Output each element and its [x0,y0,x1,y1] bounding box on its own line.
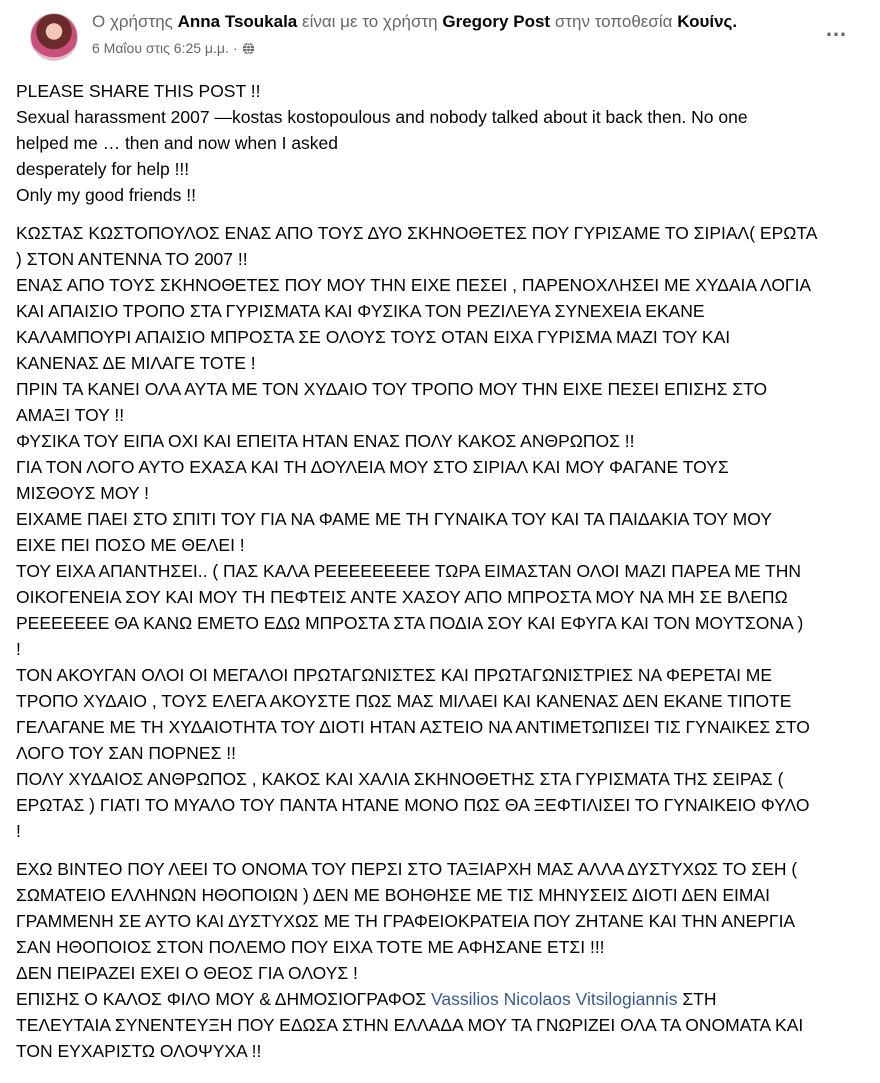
tagged-user[interactable]: Gregory Post [442,12,551,31]
text-line: ΠΡΙΝ ΤΑ ΚΑΝΕΙ ΟΛΑ ΑΥΤΑ ΜΕ ΤΟΝ ΧΥΔΑΙΟ ΤΟΥ ΤΡΟΠΟ ΜΟΥ ΤΗΝ ΕΙΧΕ ΠΕΣΕΙ ΕΠΙΣΗΣ ΣΤΟ [16,379,768,399]
text-line: ΤΟΥ ΕΙΧΑ ΑΠΑΝΤΗΣΕΙ.. ( ΠΑΣ ΚΑΛΑ ΡΕΕΕΕΕΕΕΕΕ ΤΩΡΑ ΕΙΜΑΣΤΑΝ ΟΛΟΙ ΜΑΖΙ ΠΑΡΕΑ ΜΕ ΤΗΝ [16,561,802,581]
text-line: desperately for help !!! [16,159,190,179]
post-body [16,78,864,1076]
text-line: ΓΙΑ ΤΟΝ ΛΟΓΟ ΑΥΤΟ ΕΧΑΣΑ ΚΑΙ ΤΗ ΔΟΥΛΕΙΑ ΜΟΥ ΣΤΟ ΣΙΡΙΑΛ ΚΑΙ ΜΟΥ ΦΑΓΑΝΕ ΤΟΥΣ [16,457,729,477]
text-line: ΦΥΣΙΚΑ ΤΟΥ ΕΙΠΑ ΟΧΙ ΚΑΙ ΕΠΕΙΤΑ ΗΤΑΝ ΕΝΑΣ ΠΟΛΥ ΚΑΚΟΣ ΑΝΘΡΩΠΟΣ !! [16,431,635,451]
text-line: ΤΡΟΠΟ ΧΥΔΑΙΟ , ΤΟΥΣ ΕΛΕΓΑ ΑΚΟΥΣΤΕ ΠΩΣ ΜΑΣ ΜΙΛΑΕΙ ΚΑΙ ΚΑΝΕΝΑΣ ΔΕΝ ΕΚΑΝΕ ΤΙΠΟΤΕ [16,691,792,711]
paragraph-greek-closing [16,856,864,1064]
post-date[interactable]: 6 Μαΐου στις 6:25 μ.μ. [92,40,229,56]
globe-icon[interactable] [242,42,255,55]
text-line: ΚΩΣΤΑΣ ΚΩΣΤΟΠΟΥΛΟΣ ΕΝΑΣ ΑΠΟ ΤΟΥΣ ΔΥΟ ΣΚΗΝΟΘΕΤΕΣ ΠΟΥ ΓΥΡΙΣΑΜΕ ΤΟ ΣΙΡΙΑΛ( ΕΡΩΤΑ [16,223,818,243]
text-line: ΓΕΛΑΓΑΝΕ ΜΕ ΤΗ ΧΥΔΑΙΟΤΗΤΑ ΤΟΥ ΔΙΟΤΙ ΗΤΑΝ ΑΣΤΕΙΟ ΝΑ ΑΝΤΙΜΕΤΩΠΙΣΕΙ ΤΙΣ ΓΥΝΑΙΚΕΣ ΣΤΟ [16,717,810,737]
closing-lines [16,1012,864,1064]
text-line: ΕΧΩ ΒΙΝΤΕΟ ΠΟΥ ΛΕΕΙ ΤΟ ΟΝΟΜΑ ΤΟΥ ΠΕΡΣΙ ΣΤΟ ΤΑΞΙΑΡΧΗ ΜΑΣ ΑΛΛΑ ΔΥΣΤΥΧΩΣ ΤΟ ΣΕΗ ( [16,859,798,879]
text-line: ΡΕΕΕΕΕΕΕ ΘΑ ΚΑΝΩ ΕΜΕΤΟ ΕΔΩ ΜΠΡΟΣΤΑ ΣΤΑ ΠΟΔΙΑ ΣΟΥ ΚΑΙ ΕΦΥΓΑ ΚΑΙ ΤΟΝ ΜΟΥΤΣΟΝΑ ) [16,613,804,633]
text-line: ΟΙΚΟΓΕΝΕΙΑ ΣΟΥ ΚΑΙ ΜΟΥ ΤΗ ΠΕΦΤΕΙΣ ΑΝΤΕ ΧΑΣΟΥ ΑΠΟ ΜΠΡΟΣΤΑ ΜΟΥ ΝΑ ΜΗ ΣΕ ΒΛΕΠΩ [16,587,788,607]
post-meta [92,40,255,56]
text-line: ! [16,639,21,659]
text-line: ΔΕΝ ΠΕΙΡΑΖΕΙ ΕΧΕΙ Ο ΘΕΟΣ ΓΙΑ ΟΛΟΥΣ ! [16,963,358,983]
text-line: ΤΟΝ ΕΥΧΑΡΙΣΤΩ ΟΛΟΨΥΧΑ !! [16,1041,262,1061]
author-line [92,12,852,41]
text-line: ΜΙΣΘΟΥΣ ΜΟΥ ! [16,483,149,503]
text-line: ΕΝΑΣ ΑΠΟ ΤΟΥΣ ΣΚΗΝΟΘΕΤΕΣ ΠΟΥ ΜΟΥ ΤΗΝ ΕΙΧΕ ΠΕΣΕΙ , ΠΑΡΕΝΟΧΛΗΣΕΙ ΜΕ ΧΥΔΑΙΑ ΛΟΓΙΑ [16,275,812,295]
text-line: ) ΣΤΟΝ ΑΝΤΕΝΝΑ ΤΟ 2007 !! [16,249,248,269]
meta-separator: · [232,40,238,56]
mention-line [16,986,864,1012]
text-line: ΕΙΧΕ ΠΕΙ ΠΟΣΟ ΜΕ ΘΕΛΕΙ ! [16,535,245,555]
post-header [16,0,864,62]
paragraph-lines [16,856,864,986]
text-line: Sexual harassment 2007 —kostas kostopoulous and nobody talked about it back then. No one [16,107,748,127]
author-avatar[interactable] [30,13,78,61]
text-line: ΚΑΛΑΜΠΟΥΡΙ ΑΠΑΙΣΙΟ ΜΠΡΟΣΤΑ ΣΕ ΟΛΟΥΣ ΤΟΥΣ ΟΤΑΝ ΕΙΧΑ ΓΥΡΙΣΜΑ ΜΑΖΙ ΤΟΥ ΚΑΙ [16,327,731,347]
text-line: ΚΑΙ ΑΠΑΙΣΙΟ ΤΡΟΠΟ ΣΤΑ ΓΥΡΙΣΜΑΤΑ ΚΑΙ ΦΥΣΙΚΑ ΤΟΝ ΡΕΖΙΛΕΥΑ ΣΥΝΕΧΕΙΑ ΕΚΑΝΕ [16,301,705,321]
mention-link[interactable]: Vassilios Nicolaos Vitsilogiannis [431,989,678,1009]
paragraph-greek-main [16,220,864,844]
text-line: ΣΩΜΑΤΕΙΟ ΕΛΛΗΝΩΝ ΗΘΟΠΟΙΩΝ ) ΔΕΝ ΜΕ ΒΟΗΘΗΣΕ ΜΕ ΤΙΣ ΜΗΝΥΣΕΙΣ ΔΙΟΤΙ ΔΕΝ ΕΙΜΑΙ [16,885,770,905]
mention-suffix: ΣΤΗ [677,989,717,1009]
text-line: ΚΑΝΕΝΑΣ ΔΕ ΜΙΛΑΓΕ ΤΟΤΕ ! [16,353,256,373]
text-line: helped me … then and now when I asked [16,133,339,153]
text-line: ΓΡΑΜΜΕΝΗ ΣΕ ΑΥΤΟ ΚΑΙ ΔΥΣΤΥΧΩΣ ΜΕ ΤΗ ΓΡΑΦΕΙΟΚΡΑΤΕΙΑ ΠΟΥ ΖΗΤΑΝΕ ΚΑΙ ΤΗΝ ΑΝΕΡΓΙΑ [16,911,796,931]
text-line: ΑΜΑΞΙ ΤΟΥ !! [16,405,125,425]
prefix-text: Ο χρήστης [92,12,173,31]
text-line: ΛΟΓΟ ΤΟΥ ΣΑΝ ΠΟΡΝΕΣ !! [16,743,236,763]
text-line: ΤΟΝ ΑΚΟΥΓΑΝ ΟΛΟΙ ΟΙ ΜΕΓΑΛΟΙ ΠΡΩΤΑΓΩΝΙΣΤΕΣ ΚΑΙ ΠΡΩΤΑΓΩΝΙΣΤΡΙΕΣ ΝΑ ΦΕΡΕΤΑΙ ΜΕ [16,665,773,685]
more-options-icon[interactable]: … [825,16,848,41]
text-line: PLEASE SHARE THIS POST !! [16,81,261,101]
text-line: ΠΟΛΥ ΧΥΔΑΙΟΣ ΑΝΘΡΩΠΟΣ , ΚΑΚΟΣ ΚΑΙ ΧΑΛΙΑ ΣΚΗΝΟΘΕΤΗΣ ΣΤΑ ΓΥΡΙΣΜΑΤΑ ΤΗΣ ΣΕΙΡΑΣ ( [16,769,784,789]
text-line: ΣΑΝ ΗΘΟΠΟΙΟΣ ΣΤΟΝ ΠΟΛΕΜΟ ΠΟΥ ΕΙΧΑ ΤΟΤΕ ΜΕ ΑΦΗΣΑΝΕ ΕΤΣΙ !!! [16,937,605,957]
location-link[interactable]: Κουίνς. [677,12,738,31]
mention-prefix: ΕΠΙΣΗΣ Ο ΚΑΛΟΣ ΦΙΛΟ ΜΟΥ & ΔΗΜΟΣΙΟΓΡΑΦΟΣ [16,989,432,1009]
paragraph-english [16,78,864,208]
with-text: είναι με το χρήστη [301,12,438,31]
text-line: ΕΡΩΤΑΣ ) ΓΙΑΤΙ ΤΟ ΜΥΑΛΟ ΤΟΥ ΠΑΝΤΑ ΗΤΑΝΕ ΜΟΝΟ ΠΩΣ ΘΑ ΞΕΦΤΙΛΙΣΕΙ ΤΟ ΓΥΝΑΙΚΕΙΟ ΦΥΛΟ [16,795,810,815]
location-text: στην τοποθεσία [554,12,673,31]
text-line: ΤΕΛΕΥΤΑΙΑ ΣΥΝΕΝΤΕΥΞΗ ΠΟΥ ΕΔΩΣΑ ΣΤΗΝ ΕΛΛΑΔΑ ΜΟΥ ΤΑ ΓΝΩΡΙΖΕΙ ΟΛΑ ΤΑ ΟΝΟΜΑΤΑ ΚΑΙ [16,1015,804,1035]
text-line: ΕΙΧΑΜΕ ΠΑΕΙ ΣΤΟ ΣΠΙΤΙ ΤΟΥ ΓΙΑ ΝΑ ΦΑΜΕ ΜΕ ΤΗ ΓΥΝΑΙΚΑ ΤΟΥ ΚΑΙ ΤΑ ΠΑΙΔΑΚΙΑ ΤΟΥ ΜΟΥ [16,509,772,529]
author-name[interactable]: Anna Tsoukala [177,12,298,31]
text-line: Only my good friends !! [16,185,196,205]
text-line: ! [16,821,21,841]
